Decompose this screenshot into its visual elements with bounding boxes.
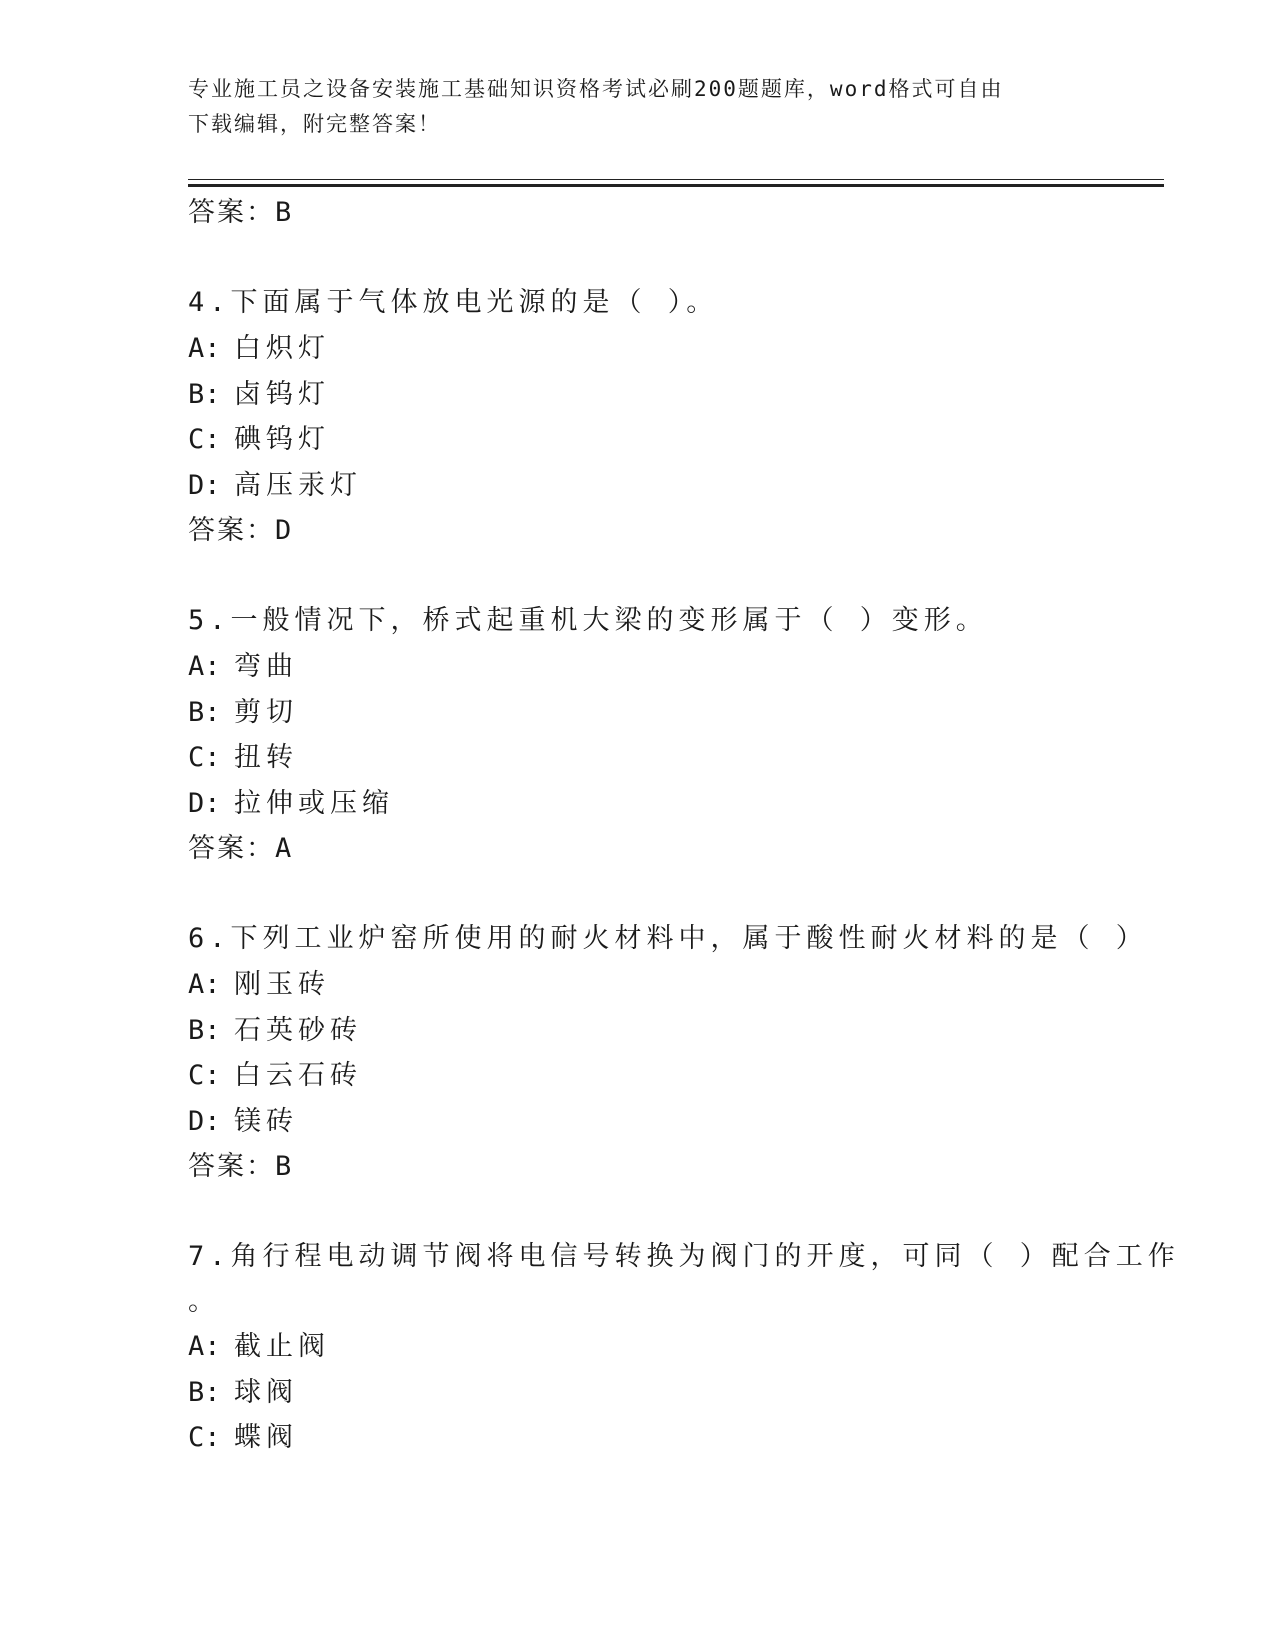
question-text: 5.一般情况下，桥式起重机大梁的变形属于（ ）变形。 xyxy=(188,605,988,636)
option-text: 扭转 xyxy=(234,742,298,773)
option-text: 高压汞灯 xyxy=(234,469,362,501)
question-4 xyxy=(188,280,1148,554)
option-key: C: xyxy=(188,742,221,773)
option-key: D: xyxy=(188,469,221,501)
option-text: 截止阀 xyxy=(234,1331,330,1362)
option-text: 蝶阀 xyxy=(234,1422,298,1453)
answer-label: 答案： xyxy=(188,833,275,864)
question-7 xyxy=(188,1234,1180,1461)
option-c xyxy=(188,1053,1148,1099)
option-text: 拉伸或压缩 xyxy=(234,787,394,819)
option-text: 镁砖 xyxy=(234,1105,298,1137)
answer-line xyxy=(188,508,1148,554)
answer-label: 答案： xyxy=(188,1151,275,1182)
question-text: 4.下面属于气体放电光源的是（ ）。 xyxy=(188,287,719,318)
answer-label: 答案： xyxy=(188,197,275,228)
option-key: D: xyxy=(188,787,221,819)
answer-line xyxy=(188,826,1148,872)
answer-value: B xyxy=(275,1151,293,1182)
option-text: 弯曲 xyxy=(234,651,298,682)
option-a xyxy=(188,962,1148,1008)
option-key: C: xyxy=(188,1060,221,1091)
question-text: 7.角行程电动调节阀将电信号转换为阀门的开度，可同（ ）配合工作 xyxy=(188,1241,1180,1272)
option-text: 球阀 xyxy=(234,1376,298,1408)
answer-line xyxy=(188,1144,1148,1190)
question-5 xyxy=(188,598,1148,872)
option-key: A: xyxy=(188,1331,221,1362)
option-key: C: xyxy=(188,424,221,455)
option-key: A: xyxy=(188,333,221,364)
answer-line xyxy=(188,190,1148,236)
answer-value: D xyxy=(275,515,293,546)
option-text: 白炽灯 xyxy=(234,333,330,364)
answer-value: A xyxy=(275,833,293,864)
option-text: 石英砂砖 xyxy=(234,1014,362,1046)
option-key: B: xyxy=(188,378,221,410)
option-b xyxy=(188,690,1148,736)
option-c xyxy=(188,735,1148,781)
option-key: D: xyxy=(188,1105,221,1137)
option-text: 剪切 xyxy=(234,696,298,728)
option-key: A: xyxy=(188,651,221,682)
option-key: A: xyxy=(188,969,221,1000)
option-d xyxy=(188,781,1148,827)
option-key: C: xyxy=(188,1422,221,1453)
option-key: B: xyxy=(188,1376,221,1408)
option-a xyxy=(188,326,1148,372)
option-d xyxy=(188,1099,1148,1145)
header-title-line-2: 下载编辑，附完整答案！ xyxy=(188,112,441,136)
option-text: 刚玉砖 xyxy=(234,969,330,1000)
option-b xyxy=(188,1008,1148,1054)
header-title-line-1: 专业施工员之设备安装施工基础知识资格考试必刷200题题库，word格式可自由 xyxy=(188,77,1004,101)
option-d xyxy=(188,463,1148,509)
option-b xyxy=(188,1370,1148,1416)
option-a xyxy=(188,644,1148,690)
option-text: 白云石砖 xyxy=(234,1060,362,1091)
option-a xyxy=(188,1324,1148,1370)
option-key: B: xyxy=(188,1014,221,1046)
header-divider-thick xyxy=(188,184,1164,187)
answer-value: B xyxy=(275,197,293,228)
option-c xyxy=(188,417,1148,463)
option-b xyxy=(188,372,1148,418)
header-divider-thin xyxy=(188,179,1164,180)
question-list xyxy=(188,190,1180,1461)
document-header xyxy=(188,72,1088,142)
question-6 xyxy=(188,916,1148,1190)
option-key: B: xyxy=(188,696,221,728)
option-text: 碘钨灯 xyxy=(234,424,330,455)
option-c xyxy=(188,1415,1148,1461)
question-text: 6.下列工业炉窑所使用的耐火材料中，属于酸性耐火材料的是（ ） xyxy=(188,923,1148,954)
answer-label: 答案： xyxy=(188,515,275,546)
option-text: 卤钨灯 xyxy=(234,378,330,410)
question-text-continued: 。 xyxy=(188,1286,220,1317)
